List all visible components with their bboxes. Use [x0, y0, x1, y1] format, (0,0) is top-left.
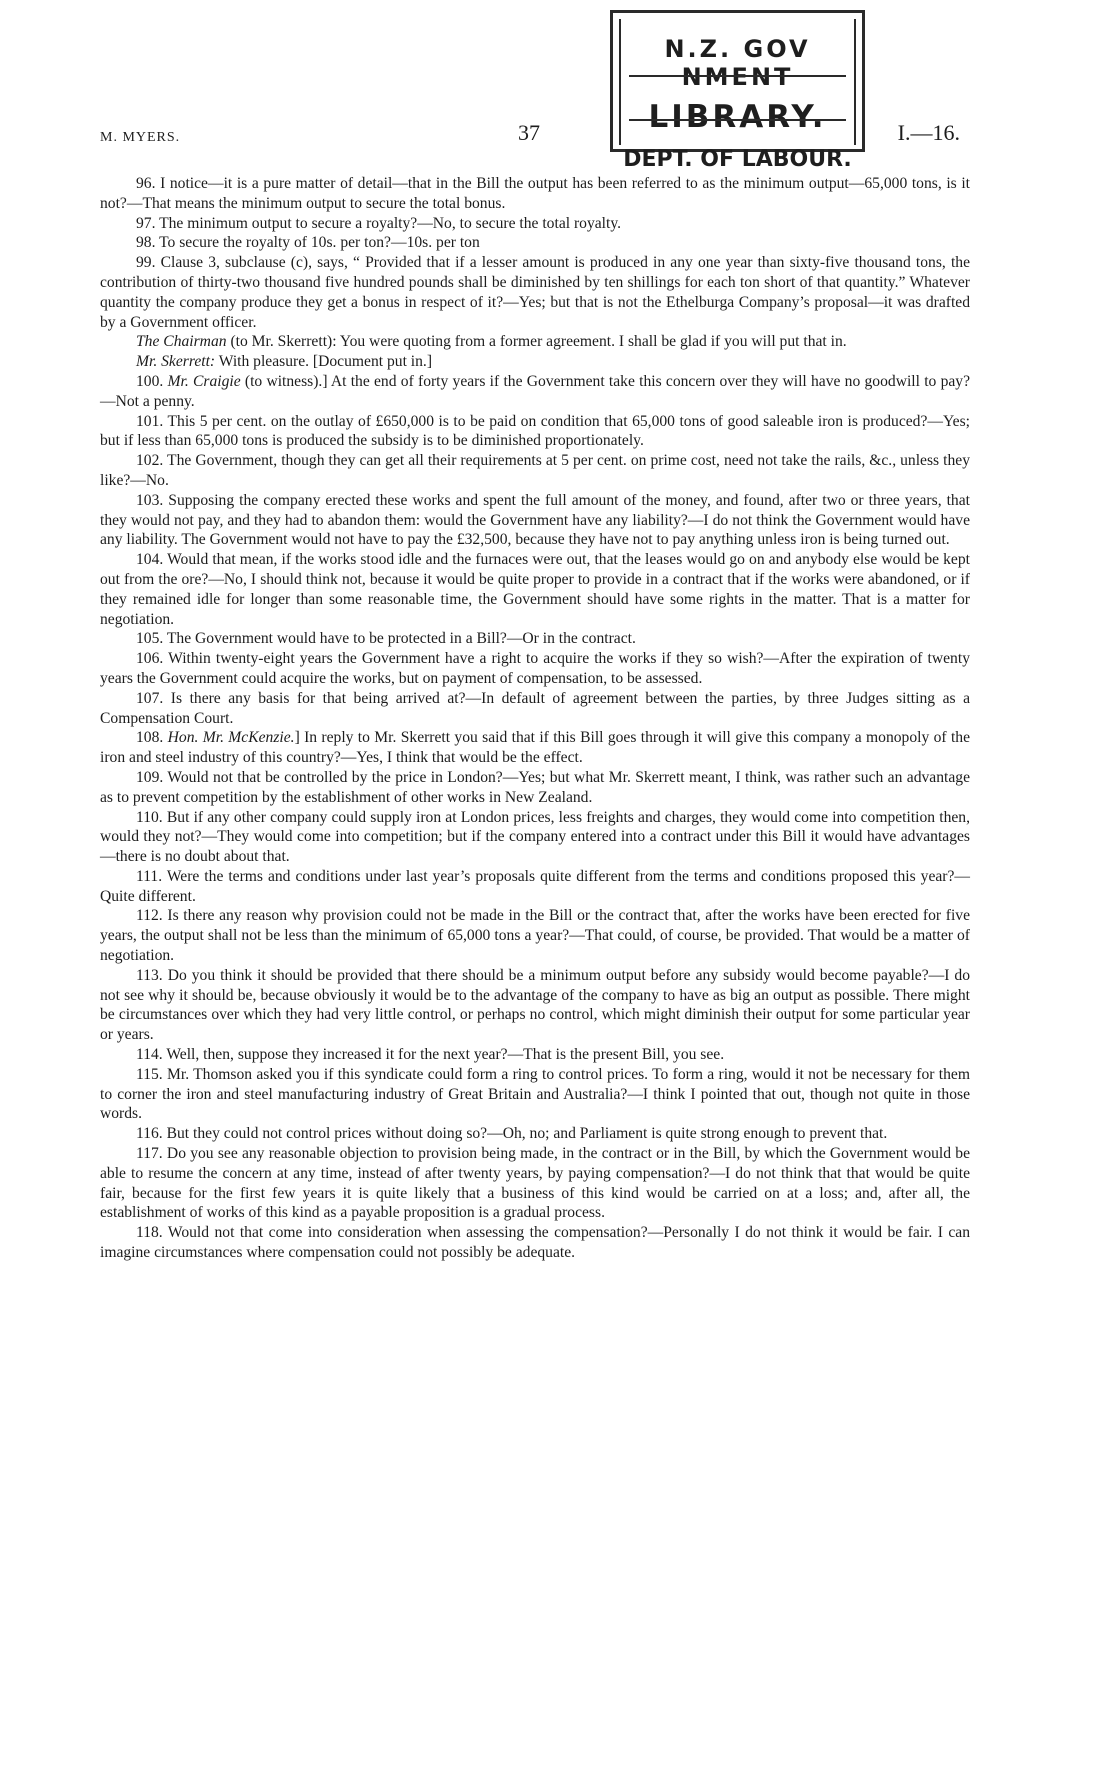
- paragraph: [100, 550, 970, 629]
- paragraph: [100, 906, 970, 965]
- paragraph: [100, 372, 970, 412]
- paragraph-text: 117. Do you see any reasonable objection to provision being made, in the contract or in the Bill, by which the Government would be able to resume the concern at any time, instead of after twenty years, by paying compensation?—I do not think that that would be quite fair, because for the first few years it is quite likely that a business of this kind would be carried on at a loss; and, after all, the establishment of works of this kind as a payable proposition is a gradual process.: [100, 1145, 970, 1222]
- paper-reference: I.—16.: [897, 120, 960, 145]
- paragraph-text: 114. Well, then, suppose they increased it for the next year?—That is the present Bill, you see.: [136, 1046, 725, 1064]
- paragraph-text: With pleasure. [Document put in.]: [215, 353, 433, 371]
- paragraph: [100, 1045, 970, 1065]
- page-number: 37: [518, 120, 540, 145]
- paragraph-text: 113. Do you think it should be provided that there should be a minimum output before any subsidy would become payable?—I do not see why it should be, because obviously it would be to the advantage of the company to have as big an output as possible. There might be circumstances over which they had very little control, or perhaps no control, which might diminish their output for some particular year or years.: [100, 966, 970, 1044]
- paragraph-text: 103. Supposing the company erected these works and spent the full amount of the money, and found, after two or three years, that they would not pay, and they had to abandon them: would the Government have any liability?—I do not think the Government would have any liability. The Government would not have to pay the £32,500, because they have not to pay anything unless iron is being turned out.: [100, 491, 970, 549]
- paragraph: [100, 1144, 970, 1223]
- paragraph: [100, 233, 970, 253]
- paragraph-text: 102. The Government, though they can get all their requirements at 5 per cent. on prime cost, need not take the rails, &c., unless they like?—No.: [100, 452, 970, 489]
- stamp-divider: [629, 75, 846, 77]
- speaker-name: The Chairman: [136, 333, 227, 351]
- stamp-line-3: DEPT. OF LABOUR.: [623, 147, 852, 172]
- stamp-line-2: LIBRARY.: [648, 99, 827, 135]
- stamp-line-1: N.Z. GOV NMENT: [664, 35, 811, 91]
- paragraph-text: 109. Would not that be controlled by the price in London?—Yes; but what Mr. Skerrett meant, I think, was rather such an advantage as to prevent competition by the establishment of other works in New Zealand.: [100, 768, 970, 806]
- evidence-text: [100, 174, 970, 1263]
- page-header: [100, 120, 960, 150]
- paragraph-text: 110. But if any other company could supply iron at London prices, less freights and charges, they would come into competition then, would they not?—They would come into competition; but if the company entered into a contract under this Bill it would have advantages—there is no doubt about that.: [100, 808, 970, 866]
- paragraph: [100, 332, 970, 352]
- paragraph-text: (to Mr. Skerrett): You were quoting from a former agreement. I shall be glad if you will put that in.: [226, 333, 847, 351]
- question-number: 108.: [136, 729, 168, 747]
- paragraph: [100, 649, 970, 689]
- paragraph-text: 107. Is there any basis for that being arrived at?—In default of agreement between the parties, by three Judges sitting as a Compensation Court.: [100, 689, 970, 727]
- paragraph-text: 106. Within twenty-eight years the Government have a right to acquire the works if they so wish?—After the expiration of twenty years the Government could acquire the works, but on payment of compensation, to be assessed.: [100, 650, 970, 687]
- speaker-name: Mr. Craigie: [167, 372, 241, 390]
- paragraph: [100, 1223, 970, 1263]
- paragraph-text: 104. Would that mean, if the works stood idle and the furnaces were out, that the leases would go on and anybody else would be kept out from the ore?—No, I should think not, because it would be quite proper to provide in a contract that if the works were abandoned, or if they remained idle for longer than some reasonable time, the Government should have some rights in the matter. That is a matter for negotiation.: [100, 551, 970, 628]
- paragraph: [100, 867, 970, 907]
- paragraph: [100, 491, 970, 550]
- paragraph: [100, 412, 970, 452]
- paragraph: [100, 689, 970, 729]
- paragraph: [100, 214, 970, 234]
- paragraph-text: 116. But they could not control prices without doing so?—Oh, no; and Parliament is quite strong enough to prevent that.: [136, 1125, 888, 1143]
- paragraph-text: 97. The minimum output to secure a royalty?—No, to secure the total royalty.: [136, 214, 622, 232]
- paragraph: [100, 1124, 970, 1144]
- paragraph: [100, 768, 970, 808]
- speaker-name: Mr. Skerrett:: [136, 353, 216, 371]
- paragraph: [100, 352, 970, 372]
- paragraph-text: (to witness).] At the end of forty years if the Government take this concern over they will have no goodwill to pay?—Not a penny.: [100, 372, 970, 410]
- paragraph-text: 118. Would not that come into consideration when assessing the compensation?—Personally I do not think it would be fair. I can imagine circumstances where compensation could not possibly be adequate.: [100, 1224, 970, 1262]
- paragraph: [100, 808, 970, 867]
- paragraph-text: ] In reply to Mr. Skerrett you said that if this Bill goes through it will give this company a monopoly of the iron and steel industry of this country?—Yes, I think that would be the effect.: [100, 729, 971, 767]
- speaker-name: Hon. Mr. McKenzie.: [167, 729, 295, 747]
- paragraph-text: 111. Were the terms and conditions under last year’s proposals quite different from the terms and conditions proposed this year?—Quite different.: [100, 867, 970, 905]
- paragraph: [100, 451, 970, 491]
- paragraph-text: 112. Is there any reason why provision could not be made in the Bill or the contract that, after the works have been erected for five years, the output shall not be less than the minimum of 65,000 tons a year?—That could, of course, be provided. That would be a matter of negotiation.: [100, 907, 970, 965]
- paragraph-text: 96. I notice—it is a pure matter of detail—that in the Bill the output has been referred to as the minimum output—65,000 tons, is it not?—That means the minimum output to secure the total bonus.: [100, 175, 970, 212]
- paragraph: [100, 174, 970, 214]
- paragraph: [100, 728, 970, 768]
- paragraph-text: 115. Mr. Thomson asked you if this syndicate could form a ring to control prices. To form a ring, would it not be necessary for them to corner the iron and steel manufacturing industry of Great Britain and Australia?—I think I pointed that out, though not quite in those words.: [100, 1065, 970, 1123]
- paragraph: [100, 966, 970, 1045]
- paragraph: [100, 253, 970, 332]
- paragraph-text: 101. This 5 per cent. on the outlay of £650,000 is to be paid on condition that 65,000 tons of good saleable iron is produced?—Yes; but if less than 65,000 tons is produced the subsidy is to be diminished proportionately.: [100, 412, 970, 450]
- paragraph: [100, 1065, 970, 1124]
- witness-name: M. MYERS.: [100, 130, 181, 145]
- paragraph: [100, 629, 970, 649]
- paragraph-text: 99. Clause 3, subclause (c), says, “ Provided that if a lesser amount is produced in any one year than sixty-five thousand tons, the contribution of thirty-two thousand five hundred pounds shall be diminished by ten shillings for each ton short of that quantity.” Whatever quantity the company produce they get a bonus in respect of it?—Yes; but that is not the Ethelburga Company’s proposal—it was drafted by a Government officer.: [100, 254, 970, 331]
- paragraph-text: 105. The Government would have to be protected in a Bill?—Or in the contract.: [136, 630, 636, 648]
- paragraph-text: 98. To secure the royalty of 10s. per ton?—10s. per ton: [136, 234, 480, 252]
- question-number: 100.: [136, 372, 168, 390]
